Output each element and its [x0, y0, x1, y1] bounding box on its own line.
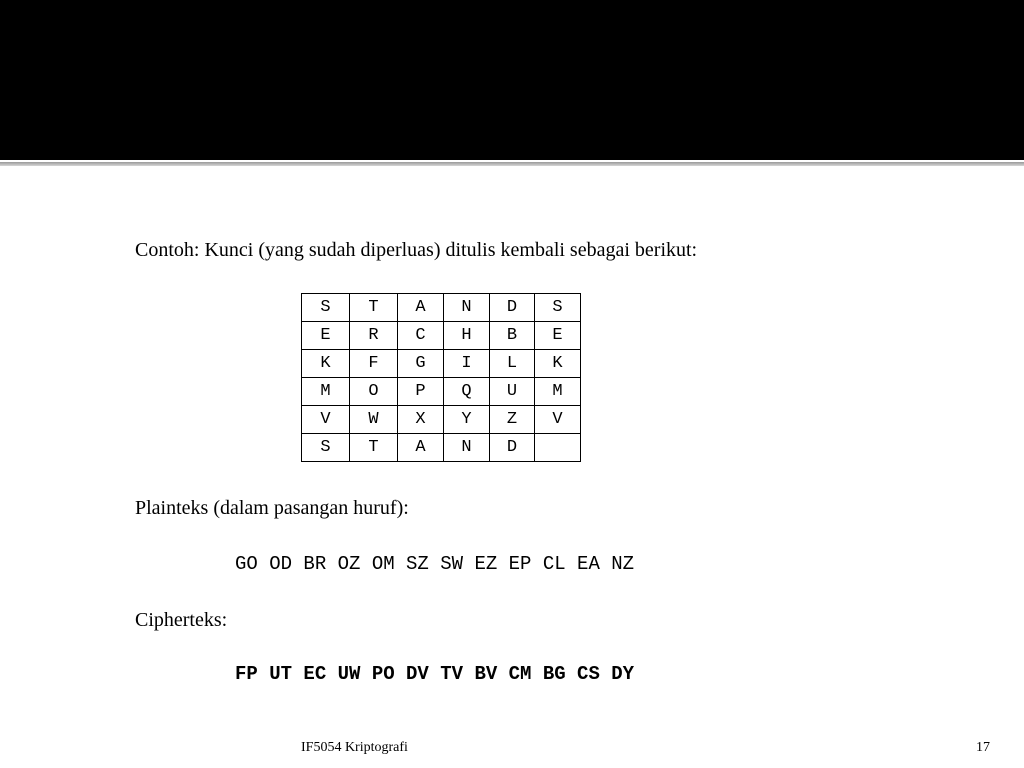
key-square-row [302, 350, 581, 378]
key-square-cell: Q [444, 378, 490, 406]
key-square-cell: E [302, 322, 350, 350]
key-square-row [302, 406, 581, 434]
key-square-cell: U [490, 378, 535, 406]
key-square-cell: V [535, 406, 581, 434]
key-square-cell: N [444, 434, 490, 462]
key-square-cell: S [302, 434, 350, 462]
key-square-row [302, 378, 581, 406]
intro-text: Contoh: Kunci (yang sudah diperluas) ditulis kembali sebagai berikut: [135, 239, 698, 261]
key-square-cell: R [350, 322, 398, 350]
key-square-cell: O [350, 378, 398, 406]
key-square-cell: D [490, 434, 535, 462]
key-square-cell: M [535, 378, 581, 406]
key-square-cell: N [444, 294, 490, 322]
key-square-cell: T [350, 434, 398, 462]
key-square-cell: X [398, 406, 444, 434]
key-square-body [302, 294, 581, 462]
key-square-cell: A [398, 434, 444, 462]
key-square-cell: V [302, 406, 350, 434]
key-square-cell: B [490, 322, 535, 350]
footer-page-number: 17 [976, 740, 990, 755]
key-square-cell: K [535, 350, 581, 378]
key-square-cell: Z [490, 406, 535, 434]
key-square-row [302, 294, 581, 322]
key-square-cell: D [490, 294, 535, 322]
header-divider [0, 162, 1024, 166]
key-square-row [302, 322, 581, 350]
key-square-cell: C [398, 322, 444, 350]
key-square-cell: P [398, 378, 444, 406]
key-square-cell: G [398, 350, 444, 378]
plaintext-label: Plainteks (dalam pasangan huruf): [135, 497, 409, 519]
key-square-cell: M [302, 378, 350, 406]
key-square-cell: S [535, 294, 581, 322]
footer-course-title: IF5054 Kriptografi [301, 740, 408, 755]
key-square-cell [535, 434, 581, 462]
plaintext-pairs: GO OD BR OZ OM SZ SW EZ EP CL EA NZ [235, 553, 635, 575]
key-square-table [301, 293, 581, 462]
key-square-cell: H [444, 322, 490, 350]
key-square-cell: K [302, 350, 350, 378]
key-square-cell: L [490, 350, 535, 378]
key-square-cell: T [350, 294, 398, 322]
key-square-cell: W [350, 406, 398, 434]
key-square-row [302, 434, 581, 462]
key-square-cell: F [350, 350, 398, 378]
key-square-cell: Y [444, 406, 490, 434]
ciphertext-label: Cipherteks: [135, 609, 228, 631]
key-square-cell: S [302, 294, 350, 322]
header-band [0, 0, 1024, 160]
key-square-cell: A [398, 294, 444, 322]
key-square-cell: I [444, 350, 490, 378]
key-square-cell: E [535, 322, 581, 350]
ciphertext-pairs: FP UT EC UW PO DV TV BV CM BG CS DY [235, 663, 635, 685]
